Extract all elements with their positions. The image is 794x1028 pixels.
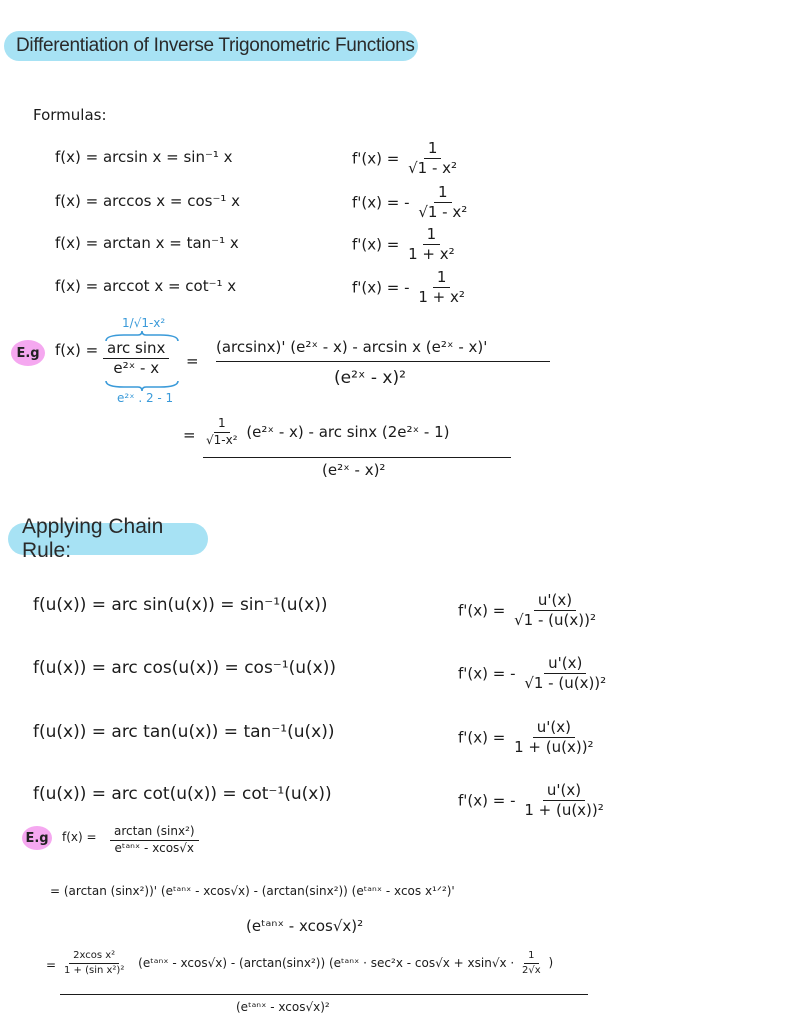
example1-equals: = bbox=[186, 352, 199, 370]
derivative-fraction: $\frac{1}{\text{1 + x²}}$ bbox=[408, 225, 455, 264]
example2-step2-denominator: (eᵗᵃⁿˣ - xcos√x)² bbox=[236, 1000, 330, 1014]
chain-derivative-arccos: f'(x) = - $\frac{u'(x)}{\text{√1 - (u(x))²}}$ bbox=[458, 655, 610, 693]
example2-step2-fraction-bar bbox=[60, 994, 588, 995]
example-badge: E.g bbox=[22, 826, 52, 850]
derivative-fraction: $\frac{1}{\text{√1 - x²}}$ bbox=[408, 139, 458, 178]
example2-step2-numerator: $\frac{\text{2xcos x²}}{\text{1 + (sin x²)²}}$ (eᵗᵃⁿˣ - xcos√x) - (arctan(sinx²)) (eᵗᵃⁿˣ · sec²x - cos√x + xsin√x · $\frac{1}{2√x}$ ) bbox=[64, 950, 554, 976]
section-title-banner bbox=[4, 31, 418, 61]
example2-step1-numerator: = (arctan (sinx²))' (eᵗᵃⁿˣ - xcos√x) - (arctan(sinx²)) (eᵗᵃⁿˣ - xcos x¹ᐟ²)' bbox=[50, 884, 455, 898]
derivative-fraction: $\frac{u'(x)}{\text{√1 - (u(x))²}}$ bbox=[514, 591, 596, 630]
example1-fraction: $\frac{\text{arc sinx}}{\text{e²ˣ - x}}$ bbox=[103, 340, 169, 378]
formula-derivative-arcsin: f'(x) = $\frac{1}{\text{√1 - x²}}$ bbox=[352, 140, 461, 178]
example1-step2-fraction-bar bbox=[203, 457, 511, 458]
chain-fx-arccos: f(u(x)) = arc cos(u(x)) = cos⁻¹(u(x)) bbox=[33, 658, 336, 678]
chain-derivative-arccot: f'(x) = - $\frac{u'(x)}{\text{1 + (u(x))²}}$ bbox=[458, 782, 608, 820]
section-title-banner bbox=[8, 515, 208, 562]
derivative-fraction: $\frac{u'(x)}{\text{1 + (u(x))²}}$ bbox=[514, 718, 594, 757]
formula-fx-arccot: f(x) = arccot x = cot⁻¹ x bbox=[55, 277, 237, 295]
section-title: Differentiation of Inverse Trigonometric Functions bbox=[16, 35, 415, 56]
example2-fraction: $\frac{\text{arctan (sinx²)}}{\text{eᵗᵃⁿˣ - xcos√x}}$ bbox=[110, 825, 199, 856]
derivative-fraction: $\frac{1}{\text{1 + x²}}$ bbox=[418, 268, 465, 307]
example-badge: E.g bbox=[11, 340, 45, 366]
formula-derivative-arccot: f'(x) = - $\frac{1}{\text{1 + x²}}$ bbox=[352, 269, 469, 307]
annotation-derivative-bottom: e²ˣ . 2 - 1 bbox=[117, 391, 174, 405]
example1-step2-equals: = bbox=[183, 426, 196, 444]
example1-step1-fraction-bar bbox=[216, 361, 550, 362]
example1-step2-numerator: $\frac{1}{\text{√1-x²}}$ (e²ˣ - x) - arc sinx (2e²ˣ - 1) bbox=[206, 416, 450, 447]
derivative-fraction: $\frac{1}{\text{√1 - x²}}$ bbox=[418, 183, 468, 222]
formula-fx-arccos: f(x) = arccos x = cos⁻¹ x bbox=[55, 192, 241, 210]
example1-step1-denominator: (e²ˣ - x)² bbox=[334, 368, 406, 388]
chain-fx-arccot: f(u(x)) = arc cot(u(x)) = cot⁻¹(u(x)) bbox=[33, 784, 332, 804]
section-title: Applying Chain Rule: bbox=[22, 515, 164, 562]
example2-step2-equals: = bbox=[46, 958, 57, 972]
example1-lhs: f(x) = bbox=[55, 341, 99, 359]
example1-step2-denominator: (e²ˣ - x)² bbox=[322, 461, 386, 479]
formula-derivative-arccos: f'(x) = - $\frac{1}{\text{√1 - x²}}$ bbox=[352, 184, 471, 222]
chain-fx-arctan: f(u(x)) = arc tan(u(x)) = tan⁻¹(u(x)) bbox=[33, 722, 335, 742]
chain-derivative-arctan: f'(x) = $\frac{u'(x)}{\text{1 + (u(x))²}}$ bbox=[458, 719, 598, 757]
formulas-label: Formulas: bbox=[33, 106, 107, 124]
formula-fx-arcsin: f(x) = arcsin x = sin⁻¹ x bbox=[55, 148, 233, 166]
formula-fx-arctan: f(x) = arctan x = tan⁻¹ x bbox=[55, 234, 239, 252]
chain-fx-arcsin: f(u(x)) = arc sin(u(x)) = sin⁻¹(u(x)) bbox=[33, 595, 328, 615]
derivative-fraction: $\frac{u'(x)}{\text{1 + (u(x))²}}$ bbox=[524, 781, 604, 820]
example2-step1-denominator: (eᵗᵃⁿˣ - xcos√x)² bbox=[246, 917, 364, 935]
formula-derivative-arctan: f'(x) = $\frac{1}{\text{1 + x²}}$ bbox=[352, 226, 459, 264]
derivative-fraction: $\frac{u'(x)}{\text{√1 - (u(x))²}}$ bbox=[524, 654, 607, 693]
annotation-derivative-top: 1/√1-x² bbox=[122, 316, 166, 330]
example2-lhs: f(x) = bbox=[62, 830, 97, 844]
example1-step1-numerator: (arcsinx)' (e²ˣ - x) - arcsin x (e²ˣ - x)' bbox=[216, 338, 488, 356]
chain-derivative-arcsin: f'(x) = $\frac{u'(x)}{\text{√1 - (u(x))²}}$ bbox=[458, 592, 600, 630]
